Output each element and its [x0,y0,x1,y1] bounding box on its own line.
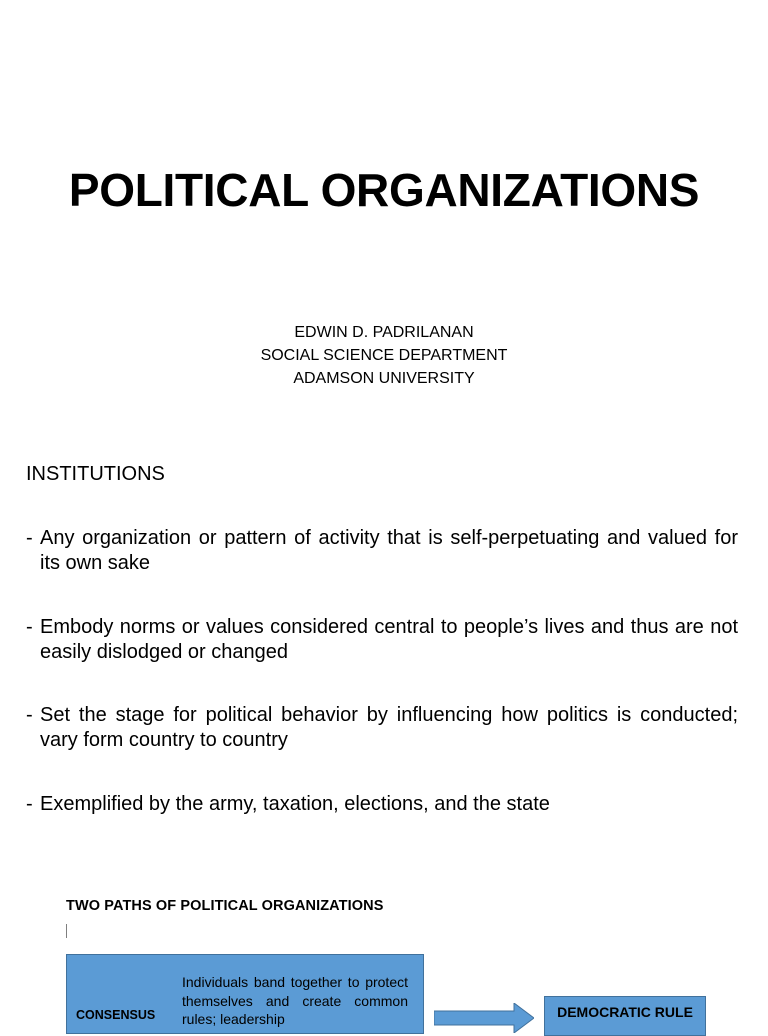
author-department: SOCIAL SCIENCE DEPARTMENT [260,347,508,364]
democratic-rule-box [544,996,706,1036]
author-block [0,321,768,390]
document-title: POLITICAL ORGANIZATIONS [68,164,700,216]
bullet-text: Exemplified by the army, taxation, elections, and the state [40,793,550,815]
diagram-title: TWO PATHS OF POLITICAL ORGANIZATIONS [66,898,384,914]
bullet-dash: - [26,616,33,638]
bullet-text: Any organization or pattern of activity that is self-perpetuating and valued for its own sake [40,527,738,574]
consensus-path-box [66,954,424,1034]
bullet-item [26,526,738,575]
bullet-text: Embody norms or values considered central to people’s lives and thus are not easily dislodged or changed [40,616,738,663]
bullet-dash: - [26,527,33,549]
bullet-dash: - [26,793,33,815]
bullet-item [26,703,738,752]
path-label: CONSENSUS [76,1008,156,1022]
bullet-dash: - [26,704,33,726]
outcome-label: DEMOCRATIC RULE [557,1004,693,1020]
author-name: EDWIN D. PADRILANAN [294,324,474,341]
bullet-text: Set the stage for political behavior by influencing how politics is conducted; vary form country to country [40,704,738,751]
bullet-item [26,792,738,817]
arrow-shape [434,1003,534,1033]
diagram-divider-mark [66,924,67,938]
right-arrow-icon [434,1003,534,1033]
bullet-item [26,615,738,664]
section-heading: INSTITUTIONS [26,463,165,485]
path-description: Individuals band together to protect themselves and create common rules; leadership [182,974,408,1027]
author-institution: ADAMSON UNIVERSITY [293,370,475,387]
